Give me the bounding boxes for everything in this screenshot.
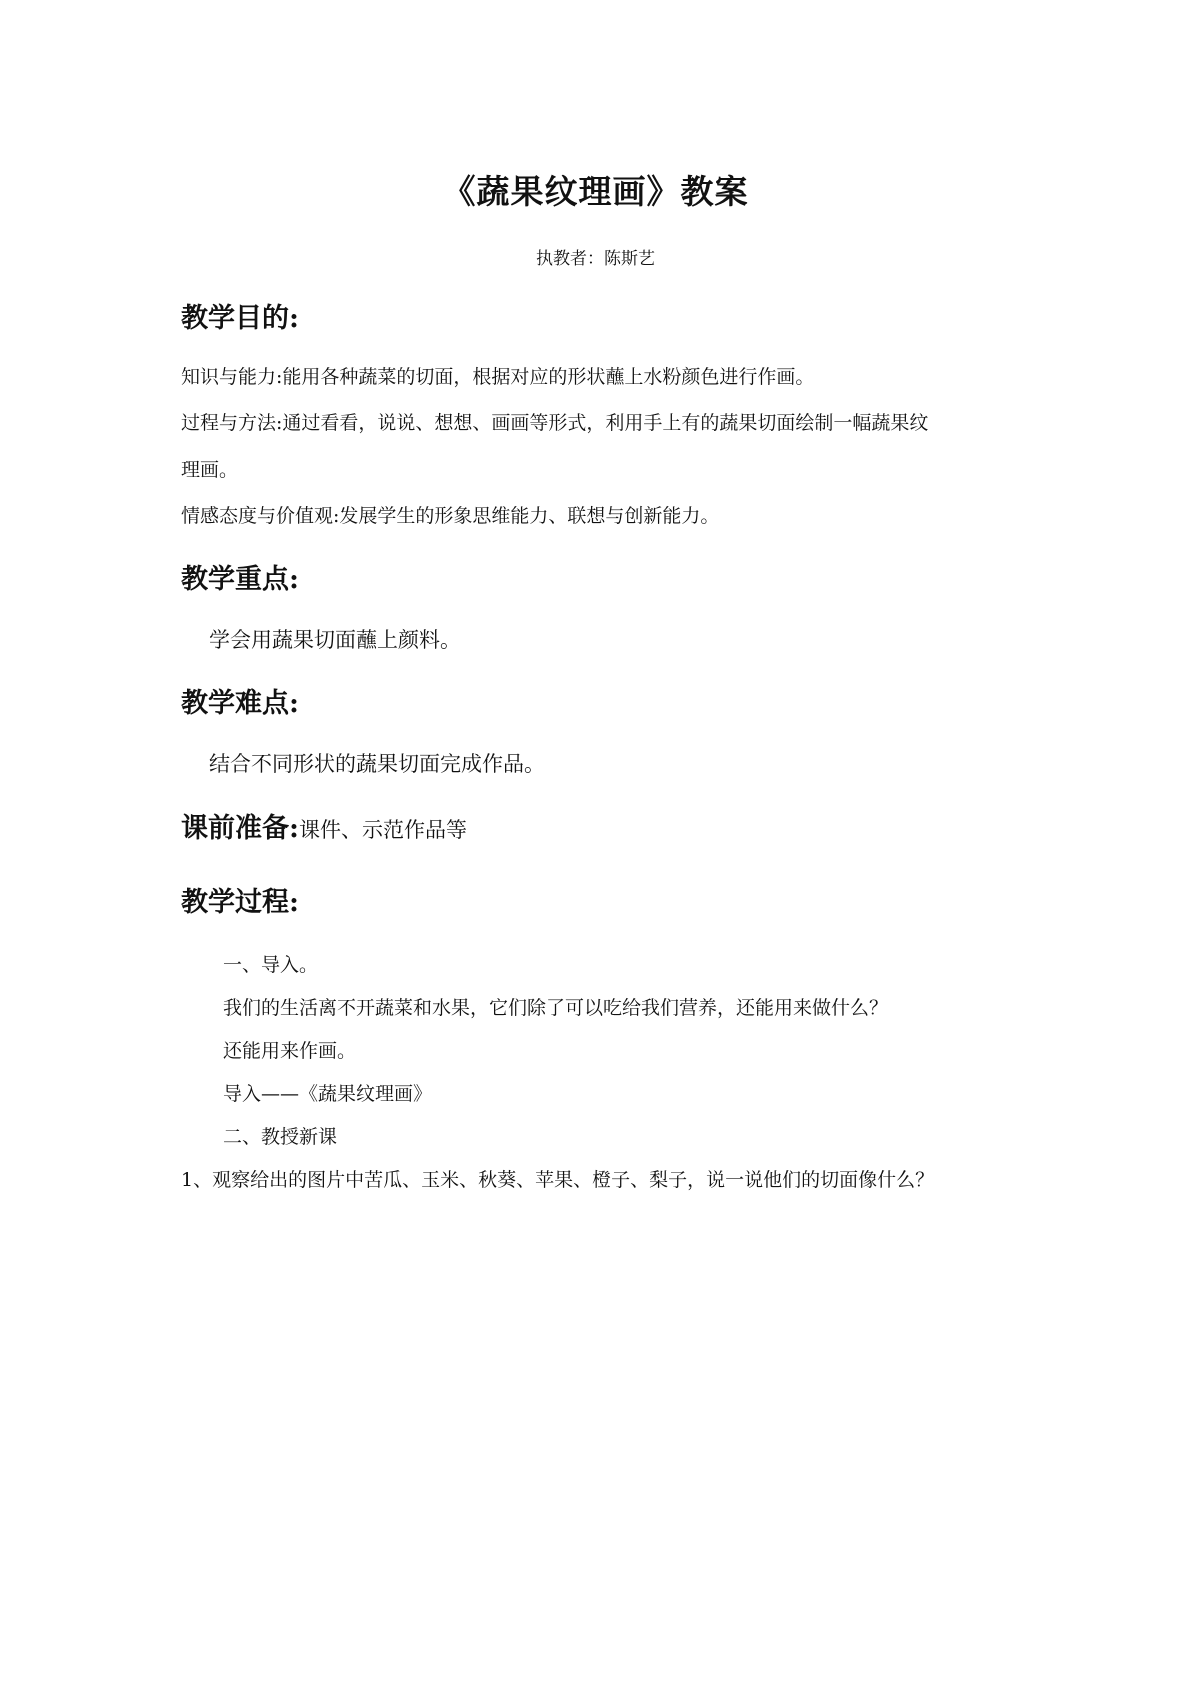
- objective-process-line2: 理画。: [181, 459, 239, 481]
- objective-process-line1: 过程与方法:通过看看，说说、想想、画画等形式，利用手上有的蔬果切面绘制一幅蔬果纹: [181, 412, 929, 434]
- process-answer: 还能用来作画。: [223, 1040, 357, 1062]
- process-question: 我们的生活离不开蔬菜和水果，它们除了可以吃给我们营养，还能用来做什么？: [223, 997, 889, 1019]
- preparation-heading: 课前准备:: [181, 813, 299, 844]
- document-title: 《蔬果纹理画》教案: [442, 172, 749, 211]
- process-heading: 教学过程:: [181, 887, 299, 918]
- process-step2: 二、教授新课: [223, 1126, 338, 1148]
- difficulties-text: 结合不同形状的蔬果切面完成作品。: [209, 752, 545, 776]
- process-intro: 导入——《蔬果纹理画》: [223, 1083, 433, 1105]
- objective-attitude: 情感态度与价值观:发展学生的形象思维能力、联想与创新能力。: [181, 505, 720, 527]
- preparation-text: 课件、示范作品等: [298, 818, 467, 842]
- process-item1: 1、观察给出的图片中苦瓜、玉米、秋葵、苹果、橙子、梨子，说一说他们的切面像什么？: [181, 1169, 935, 1191]
- author-line: 执教者：陈斯艺: [536, 249, 655, 269]
- objective-knowledge: 知识与能力:能用各种蔬菜的切面，根据对应的形状蘸上水粉颜色进行作画。: [181, 366, 815, 388]
- objectives-heading: 教学目的:: [181, 303, 299, 334]
- key-points-heading: 教学重点:: [181, 564, 299, 595]
- key-points-text: 学会用蔬果切面蘸上颜料。: [209, 628, 461, 652]
- process-step1: 一、导入。: [223, 954, 319, 976]
- difficulties-heading: 教学难点:: [181, 688, 299, 719]
- preparation-line: [181, 806, 467, 845]
